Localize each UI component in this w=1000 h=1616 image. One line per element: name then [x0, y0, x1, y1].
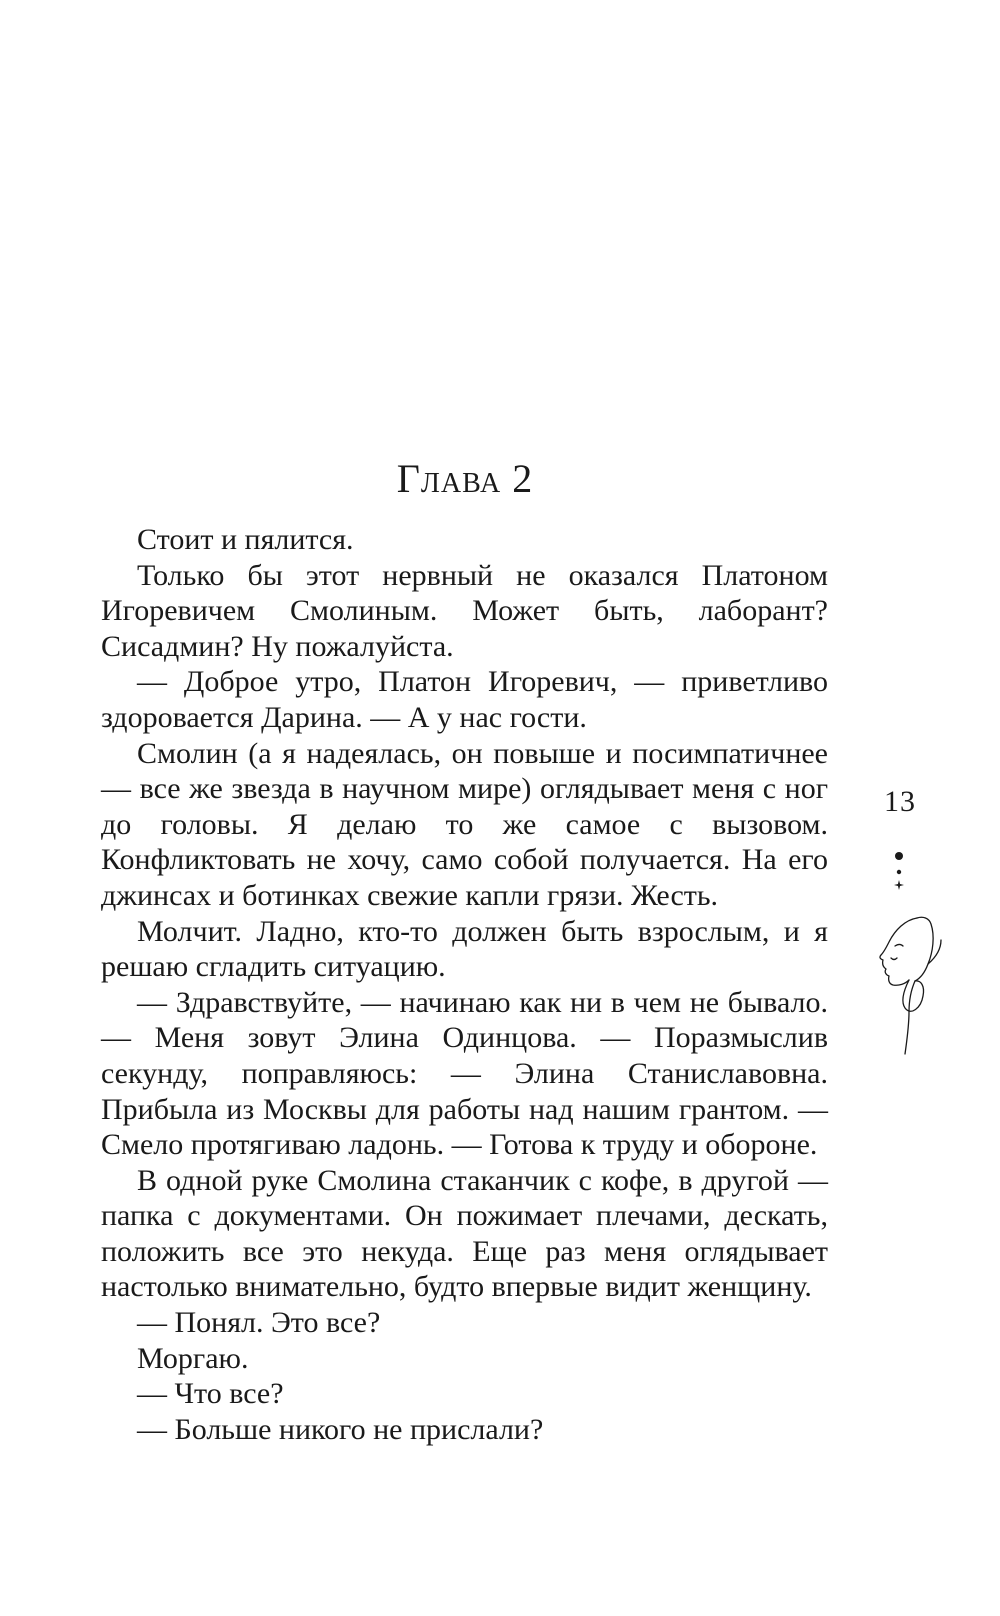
- paragraph: Моргаю.: [137, 1341, 249, 1375]
- paragraph: — Здравствуйте, — начинаю как ни в чем не бывало. — Меня зовут Элина Одинцова. — Поразмыслив секунду, поправляюсь: — Элина Станиславовна. Прибыла из Москвы для работы над нашим грантом. — Смело протягиваю ладонь. — Готова к труду и обороне.: [101, 985, 828, 1162]
- paragraph: В одной руке Смолина стаканчик с кофе, в другой — папка с документами. Он пожимает плечами, дескать, положить все это некуда. Еще раз меня оглядывает настолько внимательно, будто впервые видит женщину.: [101, 1163, 828, 1304]
- paragraph: — Что все?: [137, 1377, 284, 1411]
- paragraph: Молчит. Ладно, кто-то должен быть взрослым, и я решаю сгладить ситуацию.: [101, 914, 828, 984]
- paragraph: Смолин (а я надеялась, он повыше и посимпатичнее — все же звезда в научном мире) оглядывает меня с ног до головы. Я делаю то же самое с вызовом. Конфликтовать не хочу, само собой получается. На его джинсах и ботинках свежие капли грязи. Жесть.: [101, 736, 828, 912]
- face-line-art-icon: [855, 840, 945, 1070]
- paragraph: — Доброе утро, Платон Игоревич, — приветливо здоровается Дарина. — А у нас гости.: [101, 665, 828, 734]
- paragraph: Только бы этот нервный не оказался Платоном Игоревичем Смолиным. Может быть, лаборант? Сисадмин? Ну пожалуйста.: [101, 558, 828, 663]
- chapter-title: Глава 2: [396, 456, 534, 501]
- page-number: 13: [884, 785, 916, 818]
- paragraph: — Понял. Это все?: [137, 1306, 381, 1340]
- body-text: [101, 522, 828, 1447]
- paragraph: — Больше никого не прислали?: [137, 1412, 544, 1446]
- paragraph: Стоит и пялится.: [137, 523, 354, 556]
